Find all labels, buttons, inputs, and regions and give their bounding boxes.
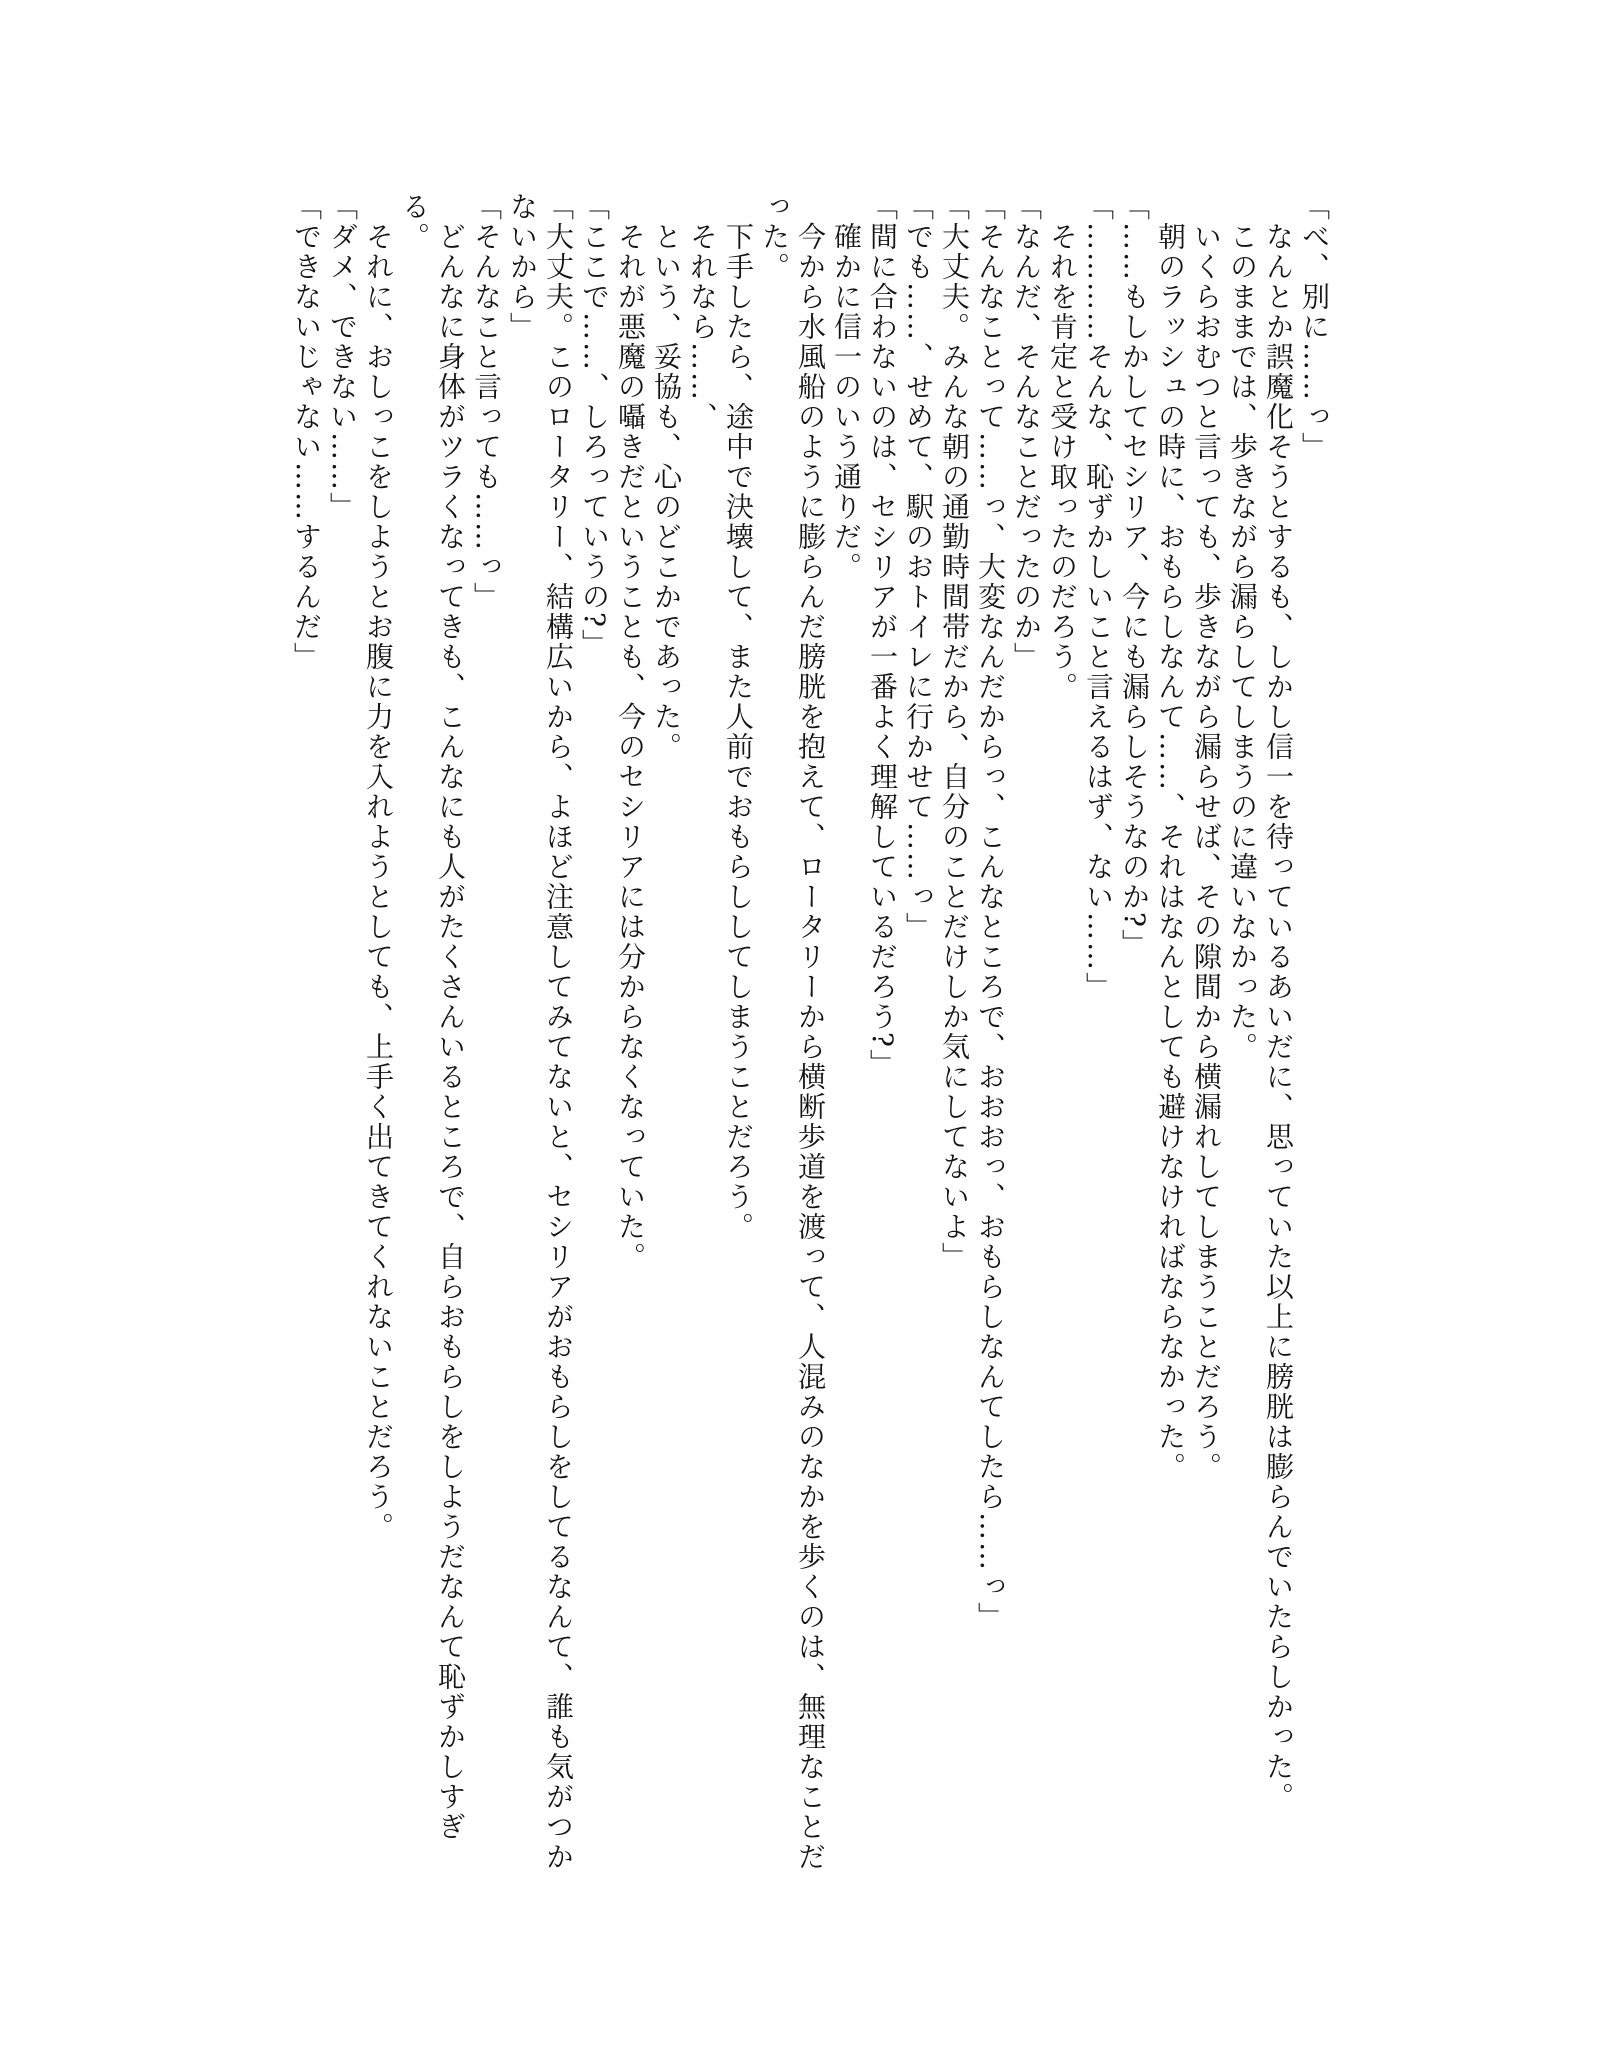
- paragraph: 「大丈夫。みんな朝の通勤時間帯だから、自分のことだけしか気にしてないよ」: [938, 192, 971, 1272]
- paragraph: それに、おしっこをしようとお腹に力を入れようとしても、上手く出てきてくれないことだろう。: [362, 222, 395, 1542]
- paragraph: という、妥協も、心のどこかであった。: [650, 222, 683, 762]
- paragraph: 「……もしかしてセシリア、今にも漏らしそうなのか?」: [1118, 192, 1151, 960]
- paragraph: 「そんなことって……っ、大変なんだからっ、こんなところで、おおおっ、おもらしなんてしたら……っ」: [974, 192, 1007, 1632]
- paragraph: 朝のラッシュの時に、おもらしなんて……、それはなんとしても避けなければならなかった。: [1154, 222, 1187, 1482]
- paragraph: 「ここで……、しろっていうの?」: [578, 192, 611, 660]
- paragraph: 「ダメ、できない……」: [326, 192, 359, 522]
- paragraph: 今から水風船のように膨らんだ膀胱を抱えて、ロータリーから横断歩道を渡って、人混みのなかを歩くのは、無理なことだった。: [758, 192, 827, 1872]
- paragraph: 「大丈夫。このロータリー、結構広いから、よほど注意してみてないと、セシリアがおもらしをしてるなんて、誰も気がつかないから」: [506, 192, 575, 1872]
- paragraph: 「なんだ、そんなことだったのか」: [1010, 192, 1043, 672]
- paragraph: このままでは、歩きながら漏らしてしまうのに違いなかった。: [1226, 222, 1259, 1062]
- paragraph: 「べ、別に……っ」: [1298, 192, 1331, 462]
- paragraph: それが悪魔の囁きだということも、今のセシリアには分からなくなっていた。: [614, 222, 647, 1272]
- paragraph: なんとか誤魔化そうとするも、しかし信一を待っているあいだに、思っていた以上に膀胱は膨らんでいたらしかった。: [1262, 222, 1295, 1812]
- paragraph: いくらおむつと言っても、歩きながら漏らせば、その隙間から横漏れしてしまうことだろう。: [1190, 222, 1223, 1482]
- paragraph: 下手したら、途中で決壊して、また人前でおもらししてしまうことだろう。: [722, 222, 755, 1242]
- paragraph: 確かに信一のいう通りだ。: [830, 222, 863, 582]
- paragraph: それなら……、: [686, 222, 719, 432]
- vertical-text-block: [288, 192, 1332, 1874]
- paragraph: 「でも……、せめて、駅のおトイレに行かせて……っ」: [902, 192, 935, 942]
- paragraph: それを肯定と受け取ったのだろう。: [1046, 222, 1079, 702]
- paragraph: 「…………そんな、恥ずかしいこと言えるはず、ない……」: [1082, 192, 1115, 1002]
- paragraph: 「そんなこと言っても……っ」: [470, 192, 503, 612]
- paragraph: 「間に合わないのは、セシリアが一番よく理解しているだろう?」: [866, 192, 899, 1080]
- paragraph: 「できないじゃない……するんだ」: [290, 192, 323, 672]
- paragraph: どんなに身体がツラくなってきも、こんなにも人がたくさんいるところで、自らおもらしをしようだなんて恥ずかしすぎる。: [398, 192, 467, 1842]
